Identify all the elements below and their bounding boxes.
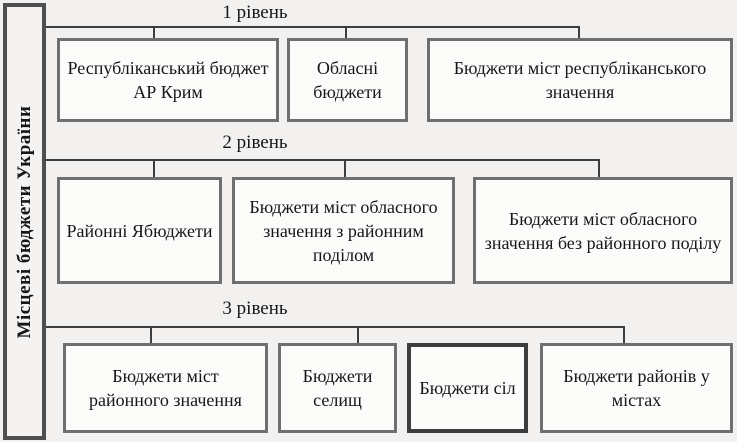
level-3-tick-2: [357, 326, 359, 344]
box-village-budgets: Бюджети сіл: [407, 343, 528, 433]
level-2-label: 2 рівень: [222, 132, 288, 153]
box-raion-significance-city-budgets: Бюджети міст районного значення: [63, 343, 268, 433]
box-settlement-budgets: Бюджети селищ: [278, 343, 397, 433]
level-2-tick-2: [344, 159, 346, 178]
level-3-tick-1: [150, 326, 152, 344]
box-republican-budget-crimea: Республіканський бюджет АР Крим: [57, 38, 279, 122]
box-oblast-budgets: Обласні бюджети: [287, 38, 408, 122]
box-oblast-significance-city-budgets-without-raion-division: Бюджети міст обласного значення без районного поділу: [473, 177, 733, 284]
level-3-label: 3 рівень: [222, 298, 288, 319]
level-3-corner-drop: [623, 326, 625, 344]
level-1-connector-line: [46, 26, 580, 28]
level-1-label: 1 рівень: [222, 2, 288, 23]
level-2-tick-1: [153, 159, 155, 178]
box-oblast-significance-city-budgets-with-raion-division: Бюджети міст обласного значення з районним поділом: [232, 177, 455, 284]
box-city-raion-budgets: Бюджети районів у містах: [540, 343, 733, 433]
level-2-corner-drop: [598, 159, 600, 178]
level-2-connector-line: [46, 159, 600, 161]
box-republican-significance-city-budgets: Бюджети міст республіканського значення: [427, 38, 733, 122]
level-3-connector-line: [46, 326, 625, 328]
root-node-local-budgets: [3, 3, 46, 440]
box-raion-budgets: Районні Ябюджети: [57, 177, 222, 284]
root-node-label: Місцеві бюджети України: [13, 105, 35, 338]
